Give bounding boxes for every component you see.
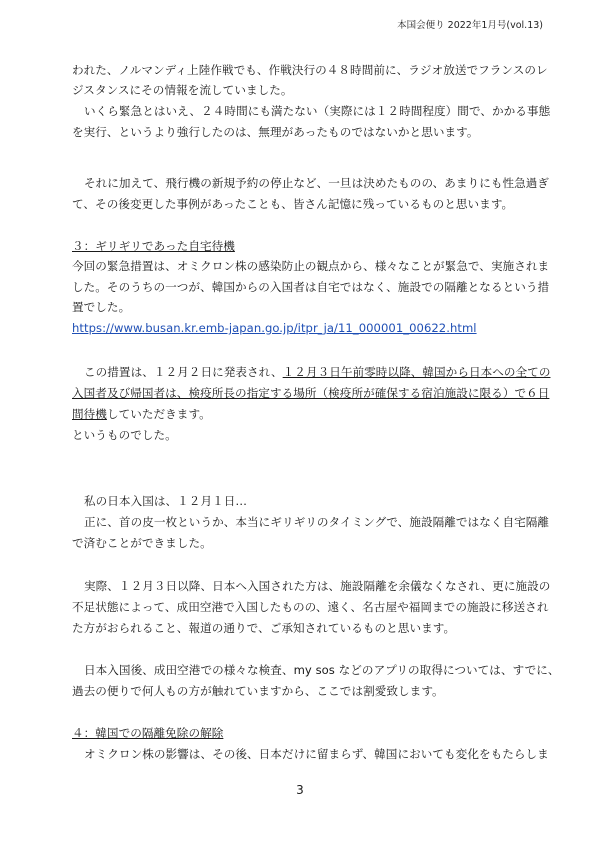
body-line: した。そのうちの一つが、韓国からの入国者は自宅ではなく、施設での隔離となるという措 bbox=[72, 280, 550, 294]
body-line: 正に、首の皮一枚というか、本当にギリギリのタイミングで、施設隔離ではなく自宅隔離 bbox=[84, 515, 550, 529]
body-line bbox=[72, 406, 211, 422]
body-text: この措置は、１２月２日に発表され、 bbox=[84, 365, 283, 379]
quoted-measure: 間待機 bbox=[72, 407, 107, 421]
body-line: 今回の緊急措置は、オミクロン株の感染防止の観点から、様々なことが緊急で、実施されま bbox=[72, 259, 550, 273]
body-line: 置でした。 bbox=[72, 300, 131, 314]
body-line: それに加えて、飛行機の新規予約の停止など、一旦は決めたものの、あまりにも性急過ぎ bbox=[84, 176, 550, 190]
section-heading-3: ３：ギリギリであった自宅待機 bbox=[72, 239, 235, 253]
body-line bbox=[84, 364, 550, 380]
body-line: て、その後変更した事例があったことも、皆さん記憶に残っているものと思います。 bbox=[72, 197, 514, 211]
embassy-link[interactable]: https://www.busan.kr.emb-japan.go.jp/itpr_ja/11_000001_00622.html bbox=[72, 321, 477, 335]
body-line: というものでした。 bbox=[72, 428, 177, 442]
body-text: していただきます。 bbox=[106, 407, 211, 421]
body-line: 日本入国後、成田空港での様々な検査、my sos などのアプリの取得については、すでに、 bbox=[84, 663, 560, 677]
section-heading-4: ４：韓国での隔離免除の解除 bbox=[72, 726, 224, 740]
body-line: ジスタンスにその情報を流していました。 bbox=[72, 83, 293, 97]
quoted-measure: 入国者及び帰国者は、検疫所長の指定する場所（検疫所が確保する宿泊施設に限る）で６日 bbox=[72, 386, 550, 400]
body-line: 過去の便りで何人もの方が触れていますから、ここでは割愛致します。 bbox=[72, 684, 444, 698]
body-line: いくら緊急とはいえ、２４時間にも満たない（実際には１２時間程度）間で、かかる事態 bbox=[84, 104, 551, 118]
body-line: で済むことができました。 bbox=[72, 536, 212, 550]
page-number: 3 bbox=[296, 783, 304, 797]
body-line: 私の日本入国は、１２月１日… bbox=[84, 494, 248, 508]
body-line: た方がおられること、報道の通りで、ご承知されているものと思います。 bbox=[72, 621, 456, 635]
quoted-measure: １２月３日午前零時以降、韓国から日本への全ての bbox=[282, 365, 551, 379]
body-line: を実行、というより強行したのは、無理があったものではないかと思います。 bbox=[72, 125, 479, 139]
body-line: われた、ノルマンディ上陸作戦でも、作戦決行の４８時間前に、ラジオ放送でフランスのレ bbox=[72, 63, 548, 77]
newsletter-header: 本国会便り 2022年1月号(vol.13) bbox=[397, 20, 543, 31]
body-line: 実際、１２月３日以降、日本へ入国された方は、施設隔離を余儀なくなされ、更に施設の bbox=[84, 579, 551, 593]
body-line: オミクロン株の影響は、その後、日本だけに留まらず、韓国においても変化をもたらしま bbox=[84, 747, 549, 761]
body-line: 不足状態によって、成田空港で入国したものの、遠く、名古屋や福岡までの施設に移送され bbox=[72, 600, 549, 614]
